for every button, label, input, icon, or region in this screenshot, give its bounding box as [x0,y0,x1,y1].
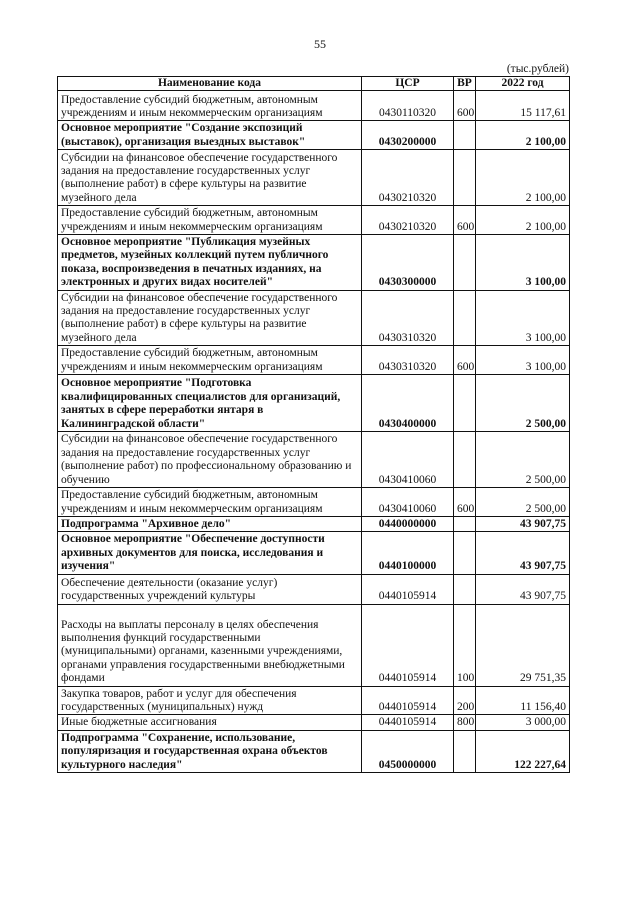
table-row [58,488,570,517]
cell-vr-code: 600 [454,346,476,375]
cell-name: Субсидии на финансовое обеспечение государственного задания на предоставление государственных услуг (выполнение работ) в сфере культуры на развитие музейного дела [58,150,362,206]
cell-csr-code: 0430400000 [362,375,454,432]
column-header-year: 2022 год [476,77,570,91]
cell-vr-code [454,516,476,531]
cell-amount: 2 100,00 [476,150,570,206]
cell-name: Предоставление субсидий бюджетным, автономным учреждениям и иным некоммерческим организациям [58,346,362,375]
cell-amount: 43 907,75 [476,532,570,574]
table-row [58,206,570,235]
cell-amount: 29 751,35 [476,604,570,686]
cell-csr-code: 0440105914 [362,715,454,730]
cell-vr-code [454,432,476,488]
cell-csr-code: 0440105914 [362,574,454,604]
table-row [58,715,570,730]
table-row [58,150,570,206]
cell-amount: 3 100,00 [476,346,570,375]
cell-amount: 122 227,64 [476,730,570,772]
cell-amount: 2 100,00 [476,206,570,235]
cell-csr-code: 0430410060 [362,432,454,488]
cell-vr-code [454,121,476,150]
cell-csr-code: 0440105914 [362,686,454,715]
units-label: (тыс.рублей) [506,63,569,75]
cell-name: Расходы на выплаты персоналу в целях обеспечения выполнения функций государственными (муниципальными) органами, казенными учреждениями, органами управления государственными внебюджетными фондами [58,604,362,686]
cell-vr-code: 600 [454,91,476,121]
cell-amount: 2 500,00 [476,488,570,517]
cell-name: Предоставление субсидий бюджетным, автономным учреждениям и иным некоммерческим организациям [58,206,362,235]
cell-name: Основное мероприятие "Подготовка квалифицированных специалистов для организаций, занятых в сфере переработки янтаря в Калининградской области" [58,375,362,432]
cell-csr-code: 0430200000 [362,121,454,150]
cell-csr-code: 0440105914 [362,604,454,686]
cell-csr-code: 0430210320 [362,206,454,235]
cell-vr-code: 100 [454,604,476,686]
cell-vr-code: 800 [454,715,476,730]
cell-name: Подпрограмма "Архивное дело" [58,516,362,531]
cell-vr-code [454,150,476,206]
cell-vr-code: 600 [454,206,476,235]
cell-vr-code [454,532,476,574]
table-row [58,574,570,604]
cell-name: Субсидии на финансовое обеспечение государственного задания на предоставление государственных услуг (выполнение работ) по профессиональному образованию и обучению [58,432,362,488]
table-row [58,432,570,488]
cell-vr-code: 200 [454,686,476,715]
cell-vr-code [454,290,476,346]
cell-name: Субсидии на финансовое обеспечение государственного задания на предоставление государственных услуг (выполнение работ) в сфере культуры на развитие музейного дела [58,290,362,346]
cell-vr-code [454,730,476,772]
page-number: 55 [314,37,326,51]
cell-name: Подпрограмма "Сохранение, использование, популяризация и государственная охрана объектов культурного наследия" [58,730,362,772]
cell-csr-code: 0440100000 [362,532,454,574]
cell-name: Основное мероприятие "Обеспечение доступности архивных документов для поиска, исследования и изучения" [58,532,362,574]
column-header-name: Наименование кода [58,77,362,91]
table-row [58,532,570,574]
cell-name: Предоставление субсидий бюджетным, автономным учреждениям и иным некоммерческим организациям [58,488,362,517]
budget-table [57,76,570,773]
cell-vr-code: 600 [454,488,476,517]
cell-csr-code: 0430310320 [362,346,454,375]
cell-vr-code [454,574,476,604]
cell-vr-code [454,375,476,432]
cell-csr-code: 0430110320 [362,91,454,121]
table-row [58,686,570,715]
table-row [58,604,570,686]
column-header-vr: ВР [454,77,476,91]
cell-csr-code: 0430210320 [362,150,454,206]
table-row [58,235,570,291]
cell-amount: 3 100,00 [476,235,570,291]
cell-amount: 2 500,00 [476,432,570,488]
table-row [58,516,570,531]
cell-name: Обеспечение деятельности (оказание услуг) государственных учреждений культуры [58,574,362,604]
cell-csr-code: 0430300000 [362,235,454,291]
cell-amount: 3 100,00 [476,290,570,346]
table-row [58,290,570,346]
cell-amount: 2 500,00 [476,375,570,432]
table-row [58,121,570,150]
table-row [58,91,570,121]
cell-csr-code: 0440000000 [362,516,454,531]
cell-amount: 2 100,00 [476,121,570,150]
cell-name: Основное мероприятие "Создание экспозиций (выставок), организация выездных выставок" [58,121,362,150]
cell-csr-code: 0430310320 [362,290,454,346]
cell-amount: 11 156,40 [476,686,570,715]
table-row [58,730,570,772]
cell-amount: 3 000,00 [476,715,570,730]
cell-csr-code: 0430410060 [362,488,454,517]
column-header-csr: ЦСР [362,77,454,91]
cell-name: Закупка товаров, работ и услуг для обеспечения государственных (муниципальных) нужд [58,686,362,715]
cell-amount: 43 907,75 [476,574,570,604]
cell-name: Иные бюджетные ассигнования [58,715,362,730]
cell-csr-code: 0450000000 [362,730,454,772]
cell-name: Предоставление субсидий бюджетным, автономным учреждениям и иным некоммерческим организациям [58,91,362,121]
cell-vr-code [454,235,476,291]
table-row [58,375,570,432]
cell-name: Основное мероприятие "Публикация музейных предметов, музейных коллекций путем публичного показа, воспроизведения в печатных изданиях, на электронных и других видах носителей" [58,235,362,291]
table-header-row [58,77,570,91]
cell-amount: 15 117,61 [476,91,570,121]
cell-amount: 43 907,75 [476,516,570,531]
table-row [58,346,570,375]
